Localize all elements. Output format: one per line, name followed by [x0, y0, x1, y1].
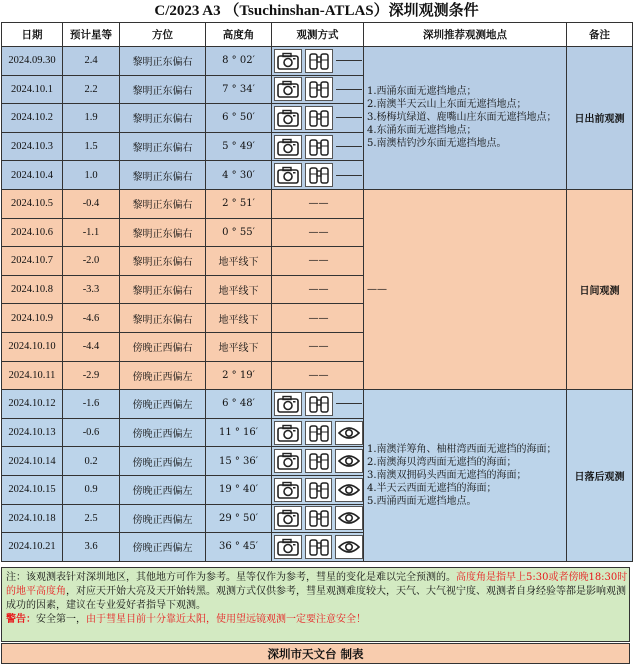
date-cell: 2024.10.3 — [2, 132, 63, 161]
eye-icon — [335, 449, 363, 473]
site-item: 5.南澳桔钓沙东面无遮挡地点。 — [367, 138, 507, 150]
method-cell — [272, 161, 364, 190]
method-cell — [272, 533, 364, 562]
magnitude-cell: -2.9 — [63, 361, 120, 390]
page-title: C/2023 A3 （Tsuchinshan-ATLAS）深圳观测条件 — [154, 3, 479, 19]
camera-icon — [274, 163, 302, 187]
date-cell: 2024.10.18 — [2, 504, 63, 533]
direction-cell: 傍晚正西偏左 — [120, 418, 206, 447]
footer-credit: 深圳市天文台 制表 — [1, 643, 630, 664]
direction-cell: 黎明正东偏右 — [120, 275, 206, 304]
altitude-cell: 29 ° 50′ — [206, 504, 272, 533]
header-sites: 深圳推荐观测地点 — [364, 23, 567, 47]
altitude-cell: 15 ° 36′ — [206, 447, 272, 476]
altitude-cell: 11 ° 16′ — [206, 418, 272, 447]
method-dash — [336, 89, 362, 90]
magnitude-cell: 0.9 — [63, 475, 120, 504]
magnitude-cell: -0.4 — [63, 189, 120, 218]
method-dash: —— — [308, 284, 329, 296]
direction-cell: 傍晚正西偏左 — [120, 475, 206, 504]
header-row — [2, 23, 633, 47]
binoculars-icon — [305, 449, 333, 473]
magnitude-cell: -2.0 — [63, 247, 120, 276]
altitude-cell: 8 ° 02′ — [206, 47, 272, 76]
method-cell — [272, 189, 364, 218]
method-cell — [272, 390, 364, 419]
site-item: 3.杨梅坑绿道、鹿嘴山庄东面无遮挡地点； — [367, 112, 557, 124]
method-dash — [336, 60, 362, 61]
altitude-cell: 4 ° 30′ — [206, 161, 272, 190]
header-remark: 备注 — [567, 23, 633, 47]
direction-cell: 黎明正东偏右 — [120, 304, 206, 333]
date-cell: 2024.09.30 — [2, 47, 63, 76]
method-cell — [272, 47, 364, 76]
direction-cell: 黎明正东偏右 — [120, 104, 206, 133]
warning-red-text: 由于彗星目前十分靠近太阳，使用望远镜观测一定要注意安全！ — [86, 614, 366, 625]
method-cell — [272, 275, 364, 304]
remark-dusk: 日落后观测 — [567, 390, 633, 562]
notes-section — [1, 567, 630, 642]
site-item: 4.东涌东面无遮挡地点； — [367, 125, 477, 137]
direction-cell: 黎明正东偏右 — [120, 47, 206, 76]
date-cell: 2024.10.5 — [2, 189, 63, 218]
method-cell — [272, 75, 364, 104]
magnitude-cell: 1.0 — [63, 161, 120, 190]
direction-cell: 傍晚正西偏左 — [120, 361, 206, 390]
method-dash: —— — [308, 198, 329, 210]
direction-cell: 黎明正东偏右 — [120, 247, 206, 276]
warning-text: 安全第一， — [36, 614, 86, 625]
magnitude-cell: 0.2 — [63, 447, 120, 476]
method-cell — [272, 361, 364, 390]
camera-icon — [274, 506, 302, 530]
method-cell — [272, 132, 364, 161]
method-cell — [272, 475, 364, 504]
camera-icon — [274, 106, 302, 130]
magnitude-cell: -4.6 — [63, 304, 120, 333]
magnitude-cell: 3.6 — [63, 533, 120, 562]
altitude-cell: 2 ° 51′ — [206, 189, 272, 218]
camera-icon — [274, 392, 302, 416]
direction-cell: 傍晚正西偏左 — [120, 504, 206, 533]
direction-cell: 傍晚正西偏左 — [120, 533, 206, 562]
altitude-cell: 0 ° 55′ — [206, 218, 272, 247]
altitude-cell: 地平线下 — [206, 332, 272, 361]
magnitude-cell: -1.1 — [63, 218, 120, 247]
method-cell — [272, 332, 364, 361]
note-text-cont: ，对应天开始大亮及天开始转黑。观测方式仅供参考，彗星观测难度较大，天气、大气视宁度、观测者自身经验等都是影响观测成功的因素，建议在专业爱好者指导下观测。 — [6, 586, 626, 611]
method-dash: —— — [308, 312, 329, 324]
altitude-cell: 6 ° 48′ — [206, 390, 272, 419]
method-cell — [272, 418, 364, 447]
altitude-cell: 36 ° 45′ — [206, 533, 272, 562]
binoculars-icon — [305, 163, 333, 187]
date-cell: 2024.10.8 — [2, 275, 63, 304]
note-altitude-definition: 高度角是指早上5:30或者傍晚18:30时的地平高度角 — [6, 572, 628, 597]
warning-label: 警告： — [6, 614, 36, 625]
date-cell: 2024.10.1 — [2, 75, 63, 104]
direction-cell: 黎明正东偏右 — [120, 75, 206, 104]
header-method: 观测方式 — [272, 23, 364, 47]
date-cell: 2024.10.9 — [2, 304, 63, 333]
date-cell: 2024.10.2 — [2, 104, 63, 133]
date-cell: 2024.10.13 — [2, 418, 63, 447]
magnitude-cell: 1.5 — [63, 132, 120, 161]
magnitude-cell: 2.5 — [63, 504, 120, 533]
method-cell — [272, 304, 364, 333]
date-cell: 2024.10.6 — [2, 218, 63, 247]
eye-icon — [335, 478, 363, 502]
date-cell: 2024.10.11 — [2, 361, 63, 390]
eye-icon — [335, 421, 363, 445]
date-cell: 2024.10.15 — [2, 475, 63, 504]
magnitude-cell: -4.4 — [63, 332, 120, 361]
site-item: 5.西涌西面无遮挡地点。 — [367, 495, 477, 507]
site-item: 2.南澳半天云山上东面无遮挡地点； — [367, 99, 527, 111]
method-dash: —— — [308, 341, 329, 353]
altitude-cell: 2 ° 19′ — [206, 361, 272, 390]
camera-icon — [274, 535, 302, 559]
method-dash: —— — [308, 255, 329, 267]
direction-cell: 傍晚正西偏左 — [120, 390, 206, 419]
site-item: 3.南澳双拥码头西面无遮挡的海面； — [367, 469, 527, 481]
site-item: 1.西涌东面无遮挡地点； — [367, 86, 477, 98]
sites-dawn — [364, 47, 567, 190]
header-date: 日期 — [2, 23, 63, 47]
sites-dusk — [364, 390, 567, 562]
sites-day: —— — [364, 189, 567, 389]
header-magnitude: 预计星等 — [63, 23, 120, 47]
direction-cell: 傍晚正西偏左 — [120, 447, 206, 476]
table-row — [2, 189, 633, 218]
method-dash — [336, 117, 362, 118]
binoculars-icon — [305, 106, 333, 130]
altitude-cell: 19 ° 40′ — [206, 475, 272, 504]
remark-day: 日间观测 — [567, 189, 633, 389]
camera-icon — [274, 421, 302, 445]
magnitude-cell: 2.4 — [63, 47, 120, 76]
header-altitude: 高度角 — [206, 23, 272, 47]
method-cell — [272, 218, 364, 247]
magnitude-cell: 2.2 — [63, 75, 120, 104]
direction-cell: 黎明正东偏右 — [120, 189, 206, 218]
header-direction: 方位 — [120, 23, 206, 47]
date-cell: 2024.10.4 — [2, 161, 63, 190]
method-dash: —— — [308, 226, 329, 238]
direction-cell: 黎明正东偏右 — [120, 161, 206, 190]
altitude-cell: 地平线下 — [206, 304, 272, 333]
remark-dawn: 日出前观测 — [567, 47, 633, 190]
altitude-cell: 6 ° 50′ — [206, 104, 272, 133]
binoculars-icon — [305, 478, 333, 502]
direction-cell: 傍晚正西偏右 — [120, 332, 206, 361]
eye-icon — [335, 535, 363, 559]
date-cell: 2024.10.10 — [2, 332, 63, 361]
method-cell — [272, 247, 364, 276]
binoculars-icon — [305, 421, 333, 445]
direction-cell: 黎明正东偏右 — [120, 218, 206, 247]
observation-table — [1, 22, 633, 562]
eye-icon — [335, 506, 363, 530]
method-dash — [336, 403, 362, 404]
camera-icon — [274, 449, 302, 473]
camera-icon — [274, 49, 302, 73]
method-dash — [336, 146, 362, 147]
date-cell: 2024.10.7 — [2, 247, 63, 276]
site-item: 4.半天云西面无遮挡的海面； — [367, 482, 497, 494]
camera-icon — [274, 77, 302, 101]
altitude-cell: 地平线下 — [206, 247, 272, 276]
method-cell — [272, 104, 364, 133]
magnitude-cell: -3.3 — [63, 275, 120, 304]
method-dash — [336, 175, 362, 176]
altitude-cell: 7 ° 34′ — [206, 75, 272, 104]
method-dash: —— — [308, 369, 329, 381]
direction-cell: 黎明正东偏右 — [120, 132, 206, 161]
binoculars-icon — [305, 135, 333, 159]
site-item: 2.南澳海贝湾西面无遮挡的海面； — [367, 456, 517, 468]
method-cell — [272, 504, 364, 533]
site-item: 1.南澳洋筹角、柚柑湾西面无遮挡的海面； — [367, 443, 557, 455]
magnitude-cell: -0.6 — [63, 418, 120, 447]
table-row — [2, 47, 633, 76]
altitude-cell: 5 ° 49′ — [206, 132, 272, 161]
method-cell — [272, 447, 364, 476]
binoculars-icon — [305, 77, 333, 101]
binoculars-icon — [305, 535, 333, 559]
binoculars-icon — [305, 49, 333, 73]
binoculars-icon — [305, 506, 333, 530]
date-cell: 2024.10.21 — [2, 533, 63, 562]
note-text: 注：该观测表针对深圳地区，其他地方可作为参考。星等仅作为参考，彗星的变化是难以完全预测的。 — [6, 572, 456, 583]
camera-icon — [274, 478, 302, 502]
altitude-cell: 地平线下 — [206, 275, 272, 304]
table-row — [2, 390, 633, 419]
date-cell: 2024.10.12 — [2, 390, 63, 419]
magnitude-cell: -1.6 — [63, 390, 120, 419]
date-cell: 2024.10.14 — [2, 447, 63, 476]
magnitude-cell: 1.9 — [63, 104, 120, 133]
camera-icon — [274, 135, 302, 159]
binoculars-icon — [305, 392, 333, 416]
